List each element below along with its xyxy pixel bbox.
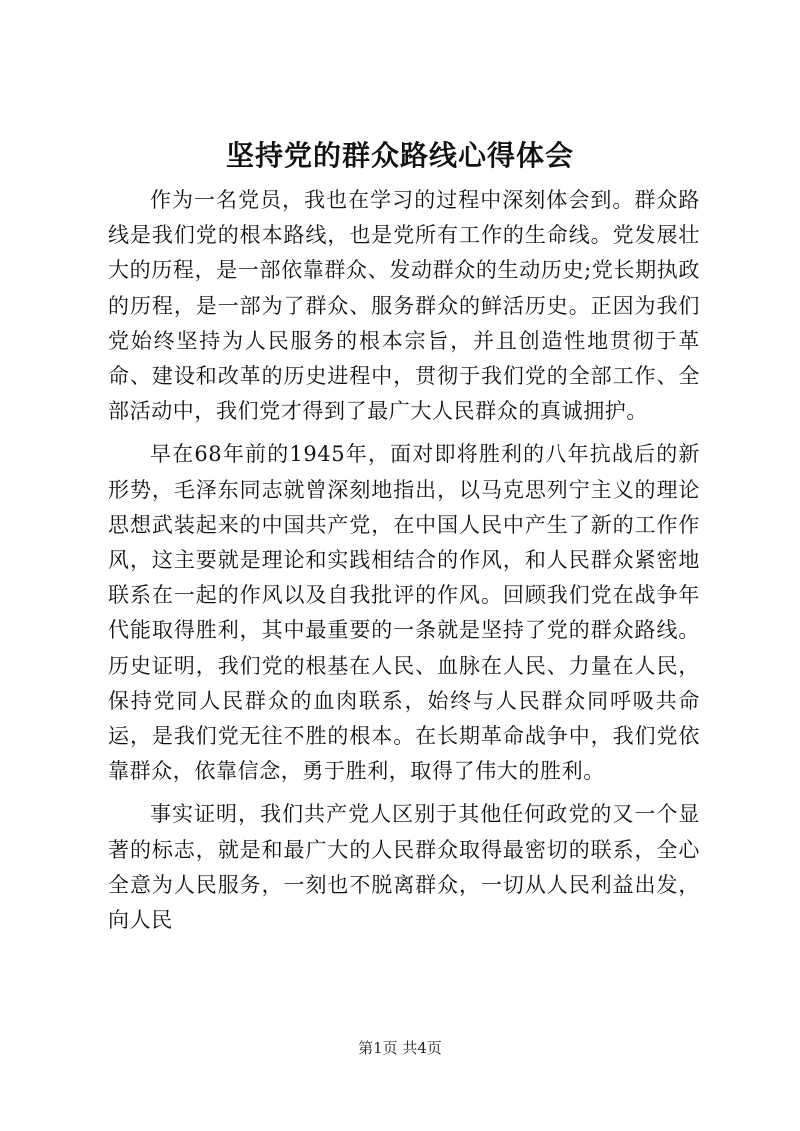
document-body [108, 183, 700, 938]
paragraph-3: 事实证明，我们共产党人区别于其他任何政党的又一个显著的标志，就是和最广大的人民群众取得最密切的联系，全心全意为人民服务，一刻也不脱离群众，一切从人民利益出发，向人民 [108, 802, 700, 933]
paragraph-1: 作为一名党员，我也在学习的过程中深刻体会到。群众路线是我们党的根本路线，也是党所有工作的生命线。党发展壮大的历程，是一部依靠群众、发动群众的生动历史;党长期执政的历程，是一部为了群众、服务群众的鲜活历史。正因为我们党始终坚持为人民服务的根本宗旨，并且创造性地贯彻于革命、建设和改革的历史进程中，贯彻于我们党的全部工作、全部活动中，我们党才得到了最广大人民群众的真诚拥护。 [108, 188, 700, 424]
paragraph-2: 早在68年前的1945年，面对即将胜利的八年抗战后的新形势，毛泽东同志就曾深刻地指出，以马克思列宁主义的理论思想武装起来的中国共产党，在中国人民中产生了新的工作作风，这主要就是理论和实践相结合的作风，和人民群众紧密地联系在一起的作风以及自我批评的作风。回顾我们党在战争年代能取得胜利，其中最重要的一条就是坚持了党的群众路线。历史证明，我们党的根基在人民、血脉在人民、力量在人民，保持党同人民群众的血肉联系，始终与人民群众同呼吸共命运，是我们党无往不胜的根本。在长期革命战争中，我们党依靠群众，依靠信念，勇于胜利，取得了伟大的胜利。 [108, 442, 700, 784]
document-title: 坚持党的群众路线心得体会 [225, 139, 574, 172]
page-number-footer: 第1页 共4页 [358, 1039, 442, 1057]
